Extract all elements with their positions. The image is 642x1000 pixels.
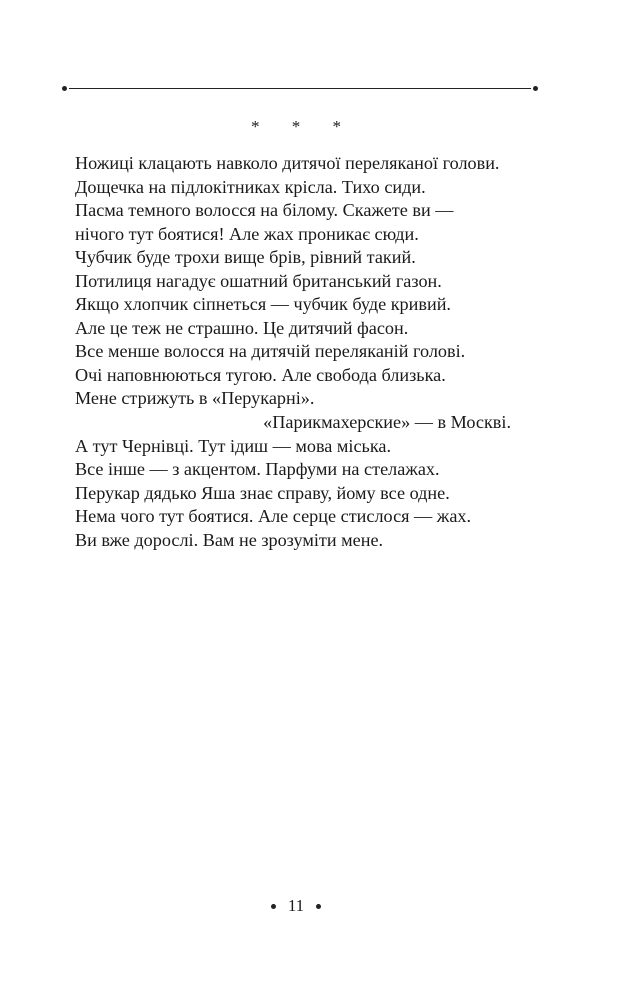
poem-text bbox=[75, 152, 535, 552]
page-footer bbox=[0, 896, 592, 916]
poem-line: Все менше волосся на дитячій переляканій голові. bbox=[75, 341, 466, 362]
folio-right-bullet bbox=[316, 904, 321, 909]
poem-line: Чубчик буде трохи вище брів, рівний такий. bbox=[75, 247, 416, 268]
poem-line: Якщо хлопчик сіпнеться — чубчик буде кривий. bbox=[75, 294, 451, 315]
poem-line: А тут Чернівці. Тут ідиш — мова міська. bbox=[75, 435, 392, 456]
poem-line: Перукар дядько Яша знає справу, йому все одне. bbox=[75, 482, 450, 503]
poem-line: Нема чого тут боятися. Але серце стислося — жах. bbox=[75, 506, 472, 527]
top-rule-ornament bbox=[62, 85, 538, 93]
poem-line-indented: «Парикмахерские» — в Москві. bbox=[263, 412, 511, 433]
rule-line bbox=[69, 88, 531, 89]
poem-line: нічого тут боятися! Але жах проникає сюди. bbox=[75, 223, 419, 244]
poem-line: Все інше — з акцентом. Парфуми на стелажах. bbox=[75, 459, 440, 480]
section-asterism: * * * bbox=[251, 117, 355, 136]
poem-line: Пасма темного волосся на білому. Скажете ви — bbox=[75, 200, 454, 221]
page-number: 11 bbox=[287, 896, 305, 915]
poem-line: Ножиці клацають навколо дитячої переляканої голови. bbox=[75, 153, 500, 173]
poem-line: Очі наповнюються тугою. Але свобода близька. bbox=[75, 364, 446, 385]
poem-line: Потилиця нагадує ошатний британський газон. bbox=[75, 270, 442, 291]
poem-line: Дощечка на підлокітниках крісла. Тихо сиди. bbox=[75, 176, 426, 197]
rule-right-dot bbox=[533, 86, 538, 91]
folio-left-bullet bbox=[271, 904, 276, 909]
poem-line: Ви вже дорослі. Вам не зрозуміти мене. bbox=[75, 529, 384, 550]
poem-line: Але це теж не страшно. Це дитячий фасон. bbox=[75, 317, 409, 338]
poem-line: Мене стрижуть в «Перукарні». bbox=[75, 388, 315, 409]
rule-left-dot bbox=[62, 86, 67, 91]
